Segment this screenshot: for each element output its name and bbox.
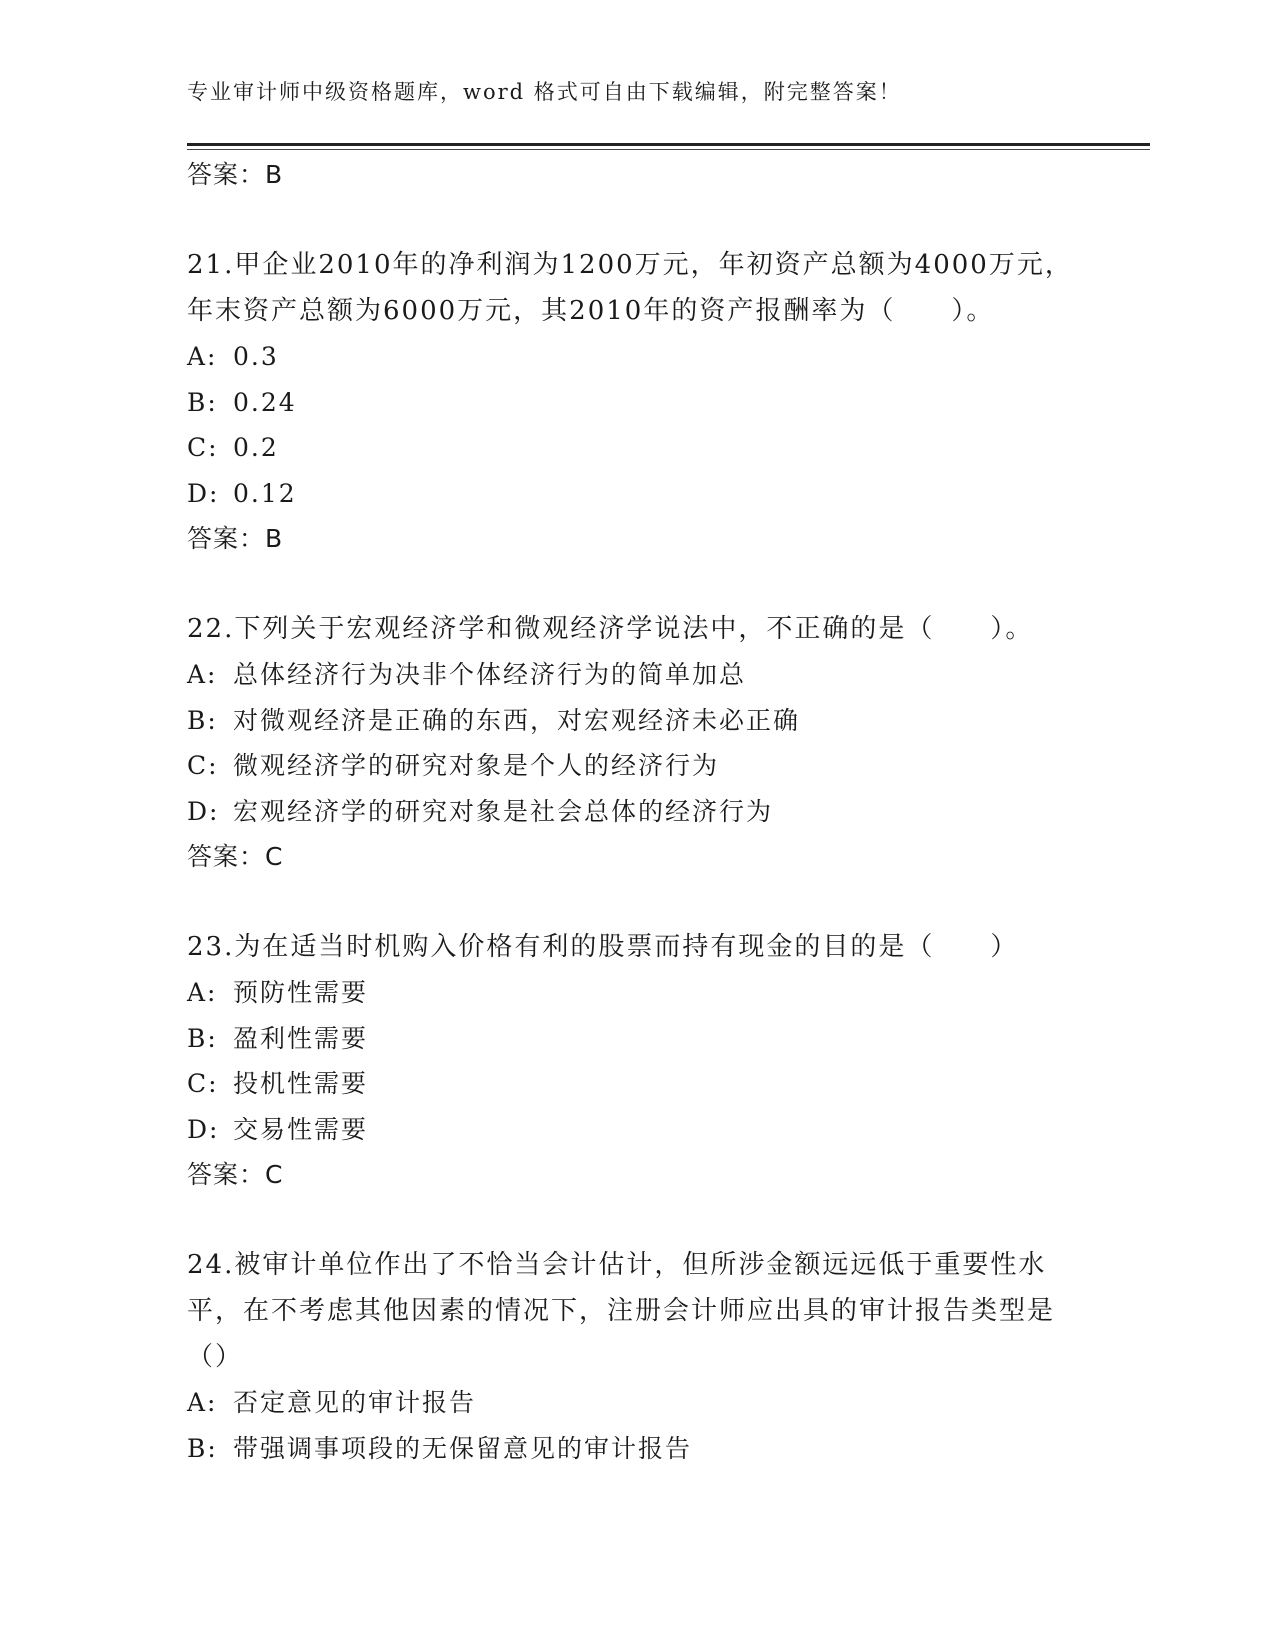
option-text: 否定意见的审计报告	[233, 1388, 477, 1417]
option-key: D:	[187, 478, 220, 508]
question-text: 24.被审计单位作出了不恰当会计估计，但所涉金额远远低于重要性水平，在不考虑其他因素的情况下，注册会计师应出具的审计报告类型是（）	[187, 1250, 1056, 1372]
question-23	[187, 924, 1087, 1198]
option-key: D:	[187, 1114, 220, 1144]
page-header: 专业审计师中级资格题库，word 格式可自由下载编辑，附完整答案！	[187, 80, 902, 104]
option-key: C:	[187, 433, 219, 462]
question-text: 22.下列关于宏观经济学和微观经济学说法中，不正确的是（ ）。	[187, 614, 1034, 644]
option-text: 对微观经济是正确的东西，对宏观经济未必正确	[233, 705, 801, 735]
option-key: A:	[187, 342, 218, 371]
option-text: 盈利性需要	[233, 1023, 369, 1053]
option-a	[187, 1380, 1087, 1426]
option-text: 交易性需要	[233, 1114, 369, 1144]
question-22	[187, 606, 1087, 880]
option-text: 0.3	[233, 342, 279, 371]
option-text: 投机性需要	[233, 1069, 369, 1098]
option-text: 预防性需要	[233, 978, 369, 1007]
answer-line: 答案：B	[187, 160, 284, 189]
option-text: 带强调事项段的无保留意见的审计报告	[233, 1433, 693, 1463]
question-21	[187, 242, 1087, 562]
option-a	[187, 970, 1087, 1016]
option-b	[187, 698, 1087, 744]
option-c	[187, 425, 1087, 471]
answer-line: 答案：B	[187, 524, 284, 553]
option-d	[187, 1107, 1087, 1153]
question-list	[187, 152, 1087, 1471]
option-c	[187, 743, 1087, 789]
option-key: B:	[187, 1433, 218, 1463]
option-text: 总体经济行为决非个体经济行为的简单加总	[233, 660, 747, 689]
question-24	[187, 1242, 1087, 1471]
option-a	[187, 652, 1087, 698]
option-key: B:	[187, 1023, 218, 1053]
option-d	[187, 789, 1087, 835]
option-a	[187, 334, 1087, 380]
option-key: C:	[187, 1069, 219, 1098]
option-c	[187, 1061, 1087, 1107]
option-key: A:	[187, 660, 218, 689]
option-key: B:	[187, 387, 218, 417]
option-key: A:	[187, 1388, 218, 1417]
option-b	[187, 380, 1087, 426]
option-d	[187, 471, 1087, 517]
option-text: 0.12	[233, 478, 297, 508]
option-text: 微观经济学的研究对象是个人的经济行为	[233, 751, 720, 780]
option-b	[187, 1016, 1087, 1062]
question-text: 23.为在适当时机购入价格有利的股票而持有现金的目的是（ ）	[187, 932, 1019, 962]
option-b	[187, 1426, 1087, 1472]
option-key: A:	[187, 978, 218, 1007]
answer-line: 答案：C	[187, 1160, 284, 1189]
header-divider-thin	[187, 149, 1150, 150]
option-text: 0.24	[233, 387, 297, 417]
question-text: 21.甲企业2010年的净利润为1200万元，年初资产总额为4000万元，年末资产总额为6000万元，其2010年的资产报酬率为（ ）。	[187, 250, 1073, 326]
option-text: 0.2	[233, 433, 279, 462]
option-key: D:	[187, 796, 220, 826]
header-divider	[187, 143, 1150, 146]
answer-line: 答案：C	[187, 842, 284, 871]
option-key: B:	[187, 705, 218, 735]
option-key: C:	[187, 751, 219, 780]
option-text: 宏观经济学的研究对象是社会总体的经济行为	[233, 796, 774, 826]
